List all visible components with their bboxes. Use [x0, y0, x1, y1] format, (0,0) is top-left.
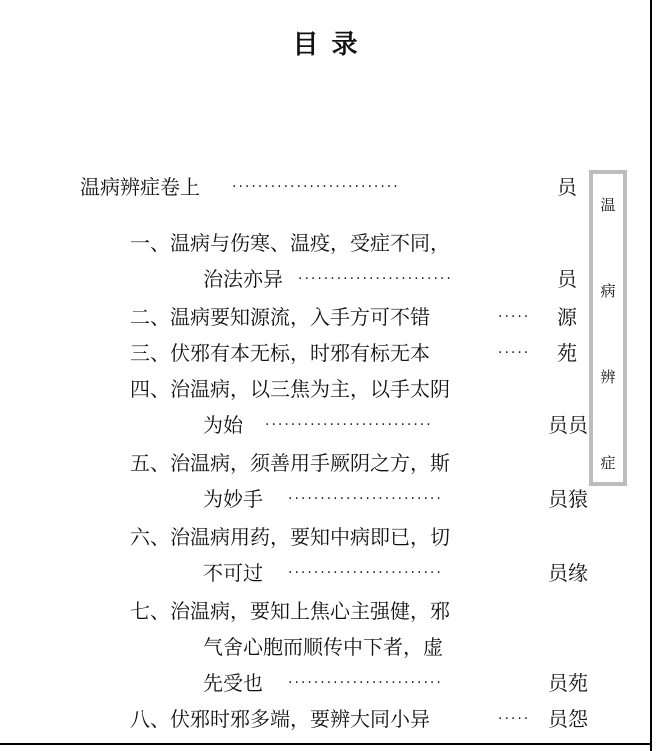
section-tab-char: 辨	[600, 368, 616, 386]
toc-leader: ························	[288, 565, 443, 581]
toc-page-number[interactable]: 员怨	[548, 707, 588, 731]
page-title: 目 录	[292, 30, 360, 60]
toc-leader: ························	[288, 675, 443, 691]
section-tab	[589, 170, 627, 486]
toc-page-number[interactable]: 员缘	[548, 561, 588, 585]
toc-entry-6-line-1[interactable]: 六、治温病用药，要知中病即已，切	[130, 525, 450, 549]
toc-entry-6-line-2[interactable]: 不可过	[203, 561, 263, 585]
toc-leader: ·····	[498, 345, 531, 361]
toc-entry-7-line-1[interactable]: 七、治温病，要知上焦心主强健，邪	[130, 599, 450, 623]
toc-page-number[interactable]: 员	[557, 175, 577, 199]
toc-leader: ························	[288, 491, 443, 507]
toc-entry-7-line-3[interactable]: 先受也	[203, 671, 263, 695]
toc-entry-2-line-1[interactable]: 二、温病要知源流，入手方可不错	[130, 305, 430, 329]
toc-page-number[interactable]: 苑	[557, 341, 577, 365]
toc-volume-title[interactable]: 温病辨症卷上	[80, 175, 200, 199]
toc-entry-3-line-1[interactable]: 三、伏邪有本无标，时邪有标无本	[130, 341, 430, 365]
toc-entry-1-line-2[interactable]: 治法亦异	[203, 267, 283, 291]
toc-entry-8-line-1[interactable]: 八、伏邪时邪多端，要辨大同小异	[130, 707, 430, 731]
toc-leader: ·····	[498, 309, 531, 325]
toc-entry-7-line-2[interactable]: 气舍心胞而顺传中下者，虚	[203, 635, 443, 659]
toc-page-number[interactable]: 员	[557, 267, 577, 291]
toc-leader: ························	[298, 271, 453, 287]
toc-page-number[interactable]: 员员	[548, 413, 588, 437]
toc-page-number[interactable]: 源	[557, 305, 577, 329]
section-tab-char: 温	[600, 196, 616, 214]
section-tab-char: 症	[600, 454, 616, 472]
toc-entry-1-line-1[interactable]: 一、温病与伤寒、温疫，受症不同，	[130, 231, 450, 255]
toc-entry-5-line-2[interactable]: 为妙手	[203, 487, 263, 511]
toc-page-number[interactable]: 员苑	[548, 671, 588, 695]
toc-entry-5-line-1[interactable]: 五、治温病，须善用手厥阴之方，斯	[130, 451, 450, 475]
toc-entry-4-line-1[interactable]: 四、治温病，以三焦为主，以手太阴	[130, 377, 450, 401]
toc-leader: ·····	[498, 711, 531, 727]
toc-leader: ··························	[232, 179, 400, 195]
toc-leader: ··························	[265, 417, 433, 433]
toc-page-number[interactable]: 员猿	[548, 487, 588, 511]
section-tab-char: 病	[600, 282, 616, 300]
toc-entry-4-line-2[interactable]: 为始	[203, 413, 243, 437]
